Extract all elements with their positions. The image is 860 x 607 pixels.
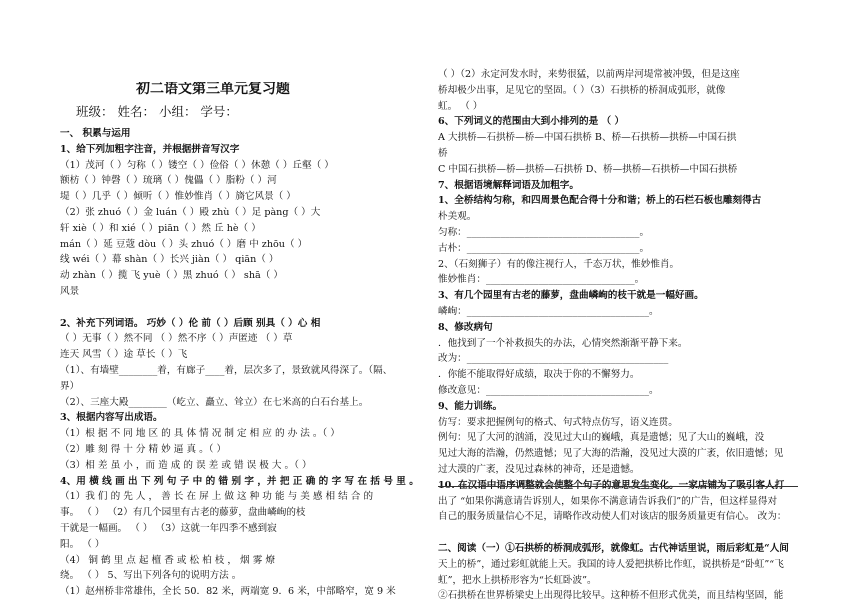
right-line: 过大漠的广袤，没见过森林的神奇，还是遗憾。 <box>438 464 640 475</box>
right-line: 嶙峋：______________________________________。 <box>438 306 659 317</box>
right-line: C 中国石拱桥—桥—拱桥—石拱桥 D、桥—拱桥—石拱桥—中国石拱桥 <box>438 163 738 175</box>
right-line <box>438 526 798 541</box>
right-line: 例句：见了大河的汹涌，没见过大山的巍峨，真是遗憾；见了大山的巍峨，没 <box>438 432 765 444</box>
left-line: （2）张 zhuó（ ）金 luán（ ）殿 zhù（ ）足 pàng（ ）大 <box>60 207 321 218</box>
right-line: 天上的桥”，通过彩虹就能上天。我国的诗人爱把拱桥比作虹，说拱桥是“卧虹”“飞 <box>438 558 784 570</box>
right-line: ②石拱桥在世界桥梁史上出现得比较早。这种桥不但形式优美，而且结构坚固，能 <box>438 590 784 602</box>
right-line: 6、下列词义的范围由大到小排列的是 （ ） <box>438 116 625 128</box>
right-line: 8、修改病句 <box>438 321 493 333</box>
right-line: 古朴：____________________________________。 <box>438 242 650 254</box>
left-line: 轩 xiè（ ）和 xié（ ）piān（ ）然 丘 hè（ ） <box>60 222 261 234</box>
left-line: （2）雕 刻 得 十 分 精 妙 逼 真 。（ ） <box>60 444 227 455</box>
left-line: 事。 （ ） （2）有几个园里有古老的藤萝，盘曲嶙峋的枝 <box>60 507 306 519</box>
left-line: 阳。 （ ） <box>60 538 105 550</box>
left-line: （1）茂河（ ）匀称（ ）镂空（ ）俭俗（ ）休憩（ ）丘壑（ ） <box>60 159 334 171</box>
right-line: 二、阅读（一）①石拱桥的桥洞成弧形，就像虹。古代神话里说，雨后彩虹是“人间 <box>438 543 789 554</box>
left-line: 额枋（ ）钟磬（ ）琉璃（ ）傀儡（ ）脂粉（ ）河 <box>60 175 277 187</box>
left-line: （4） 铜 鹤 里 点 起 檀 香 或 松 柏 枝 ， 烟 雾 燎 <box>60 554 275 566</box>
left-line: （1）我 们 的 先 人 ， 善 长 在 屏 上 做 这 种 功 能 与 美 感 相 结 合 的 <box>60 491 374 503</box>
left-line: （1）赵州桥非常雄伟，全长 50．82 米，两端宽 9．6 米，中部略窄，宽 9 米 <box>60 586 396 598</box>
right-line: 出了 “如果你满意请告诉别人，如果你不满意请告诉我们”的广告，但这样显得对 <box>438 495 778 507</box>
right-line: 2、（石刻狮子）有的像注视行人，千态万状，惟妙惟肖。 <box>438 258 680 270</box>
left-line: 绕。 （ ） 5、写出下列各句的说明方法 。 <box>60 570 242 582</box>
left-line: 3、根据内容写出成语。 <box>60 412 163 424</box>
right-line: 修改意见：__________________________________。 <box>438 385 659 396</box>
right-line: 桥 <box>438 148 448 159</box>
left-line: 2、补充下列词语。 巧妙（ ）伦 前（ ）后顾 别具（ ）心 相 <box>60 317 321 329</box>
right-line: 虹”，把水上拱桥形容为“长虹卧波”。 <box>438 574 597 586</box>
right-line: A 大拱桥—石拱桥—桥—中国石拱桥 B、桥—石拱桥—拱桥—中国石拱 <box>438 132 737 144</box>
right-line: （ ）（2）永定河发水时，来势很猛，以前两岸河堤常被冲毁，但是这座 <box>438 69 740 80</box>
right-line: 9、能力训练。 <box>438 400 503 412</box>
right-line: 自己的服务质量信心不足，请略作改动使人们对该店的服务质量更有信心。 改为： <box>438 511 787 523</box>
right-line: 1、全桥结构匀称，和四周景色配合得十分和谐；桥上的石栏石板也雕刻得古 <box>438 195 762 207</box>
left-line: 连天 风雪（ ）途 草长（ ）飞 <box>60 349 188 361</box>
left-line: 干就是一幅画。 （ ） （3）这就一年四季不感到寂 <box>60 523 277 534</box>
left-line: （2）、三座大殿________（屹立、矗立、耸立）在七米高的白石台基上。 <box>60 396 369 408</box>
left-line: 风景 <box>60 286 80 297</box>
left-line: （3）相 差 虽 小 ，而 造 成 的 误 差 或 错 误 极 大 。（ ） <box>60 459 312 471</box>
left-line: （1）根 据 不 同 地 区 的 具 体 情 况 制 定 相 应 的 办 法 。（ ） <box>60 428 340 440</box>
right-line: 桥却极少出事，足见它的坚固。（ ）（3）石拱桥的桥洞成弧形，就像 <box>438 84 726 96</box>
exam-title: 初二语文第三单元复习题 <box>136 82 290 97</box>
left-line: 动 zhàn（ ）揽 飞 yuè（ ）黑 zhuó（ ） shā（ ） <box>60 270 283 282</box>
section-divider <box>438 486 798 487</box>
left-line: 一、 积累与运用 <box>60 128 131 139</box>
right-line: 仿写：要求把握例句的格式、句式特点仿写，语义连贯。 <box>438 416 678 428</box>
left-line <box>60 301 424 316</box>
right-line: ．他找到了一个补救损失的办法，心情突然渐渐平静下来。 <box>438 337 688 349</box>
left-line: （ ）无事（ ）然不同 （ ）然不序（ ）声匿迹 （ ）草 <box>60 333 293 345</box>
right-line: 10. 在汉语中语序调整就会使整个句子的意思发生变化。一家店铺为了吸引客人打 <box>438 479 785 491</box>
right-line: 朴美观。 <box>438 211 477 223</box>
right-line: 匀称：____________________________________。 <box>438 227 650 238</box>
right-line: 3、有几个园里有古老的藤萝，盘曲嶙峋的枝干就是一幅好画。 <box>438 290 704 302</box>
right-line: ．你能不能取得好成绩，取决于你的不懈努力。 <box>438 369 640 381</box>
left-line: （1）、有墙壁________着，有廊子____着，层次多了，景致就风得深了。（隔、 <box>60 365 393 376</box>
left-line: 1、给下列加粗字注音，并根据拼音写汉字 <box>60 143 240 155</box>
left-line: 4、用 横 线 画 出 下 列 句 子 中 的 错 别 字 ，并 把 正 确 的 字 写 在 括 号 里 。 <box>60 475 419 487</box>
right-line: 虹。 （ ） <box>438 100 483 112</box>
left-line: 界） <box>60 380 80 392</box>
left-line: 线 wéi（ ）幕 shàn（ ）长兴 jiàn（ ） qiān（ ） <box>60 254 279 266</box>
right-line: 7、根据语境解释词语及加粗字。 <box>438 179 579 191</box>
right-line: 改为：__________________________________________ <box>438 353 669 365</box>
right-line: 见过大海的浩瀚，仍然遗憾；见了大海的浩瀚，没见过大漠的广袤，依旧遗憾；见 <box>438 448 784 460</box>
left-line: 堤（ ）几乎（ ）倾听（ ）惟妙惟肖（ ）旖它风景（ ） <box>60 191 296 203</box>
student-info-line: 班级： 姓名： 小组： 学号： <box>76 104 238 119</box>
right-line: 惟妙惟肖：_______________________________。 <box>438 274 645 286</box>
left-line: mán（ ）延 豆蔻 dòu（ ）头 zhuó（ ）磨 中 zhōu（ ） <box>60 238 308 250</box>
